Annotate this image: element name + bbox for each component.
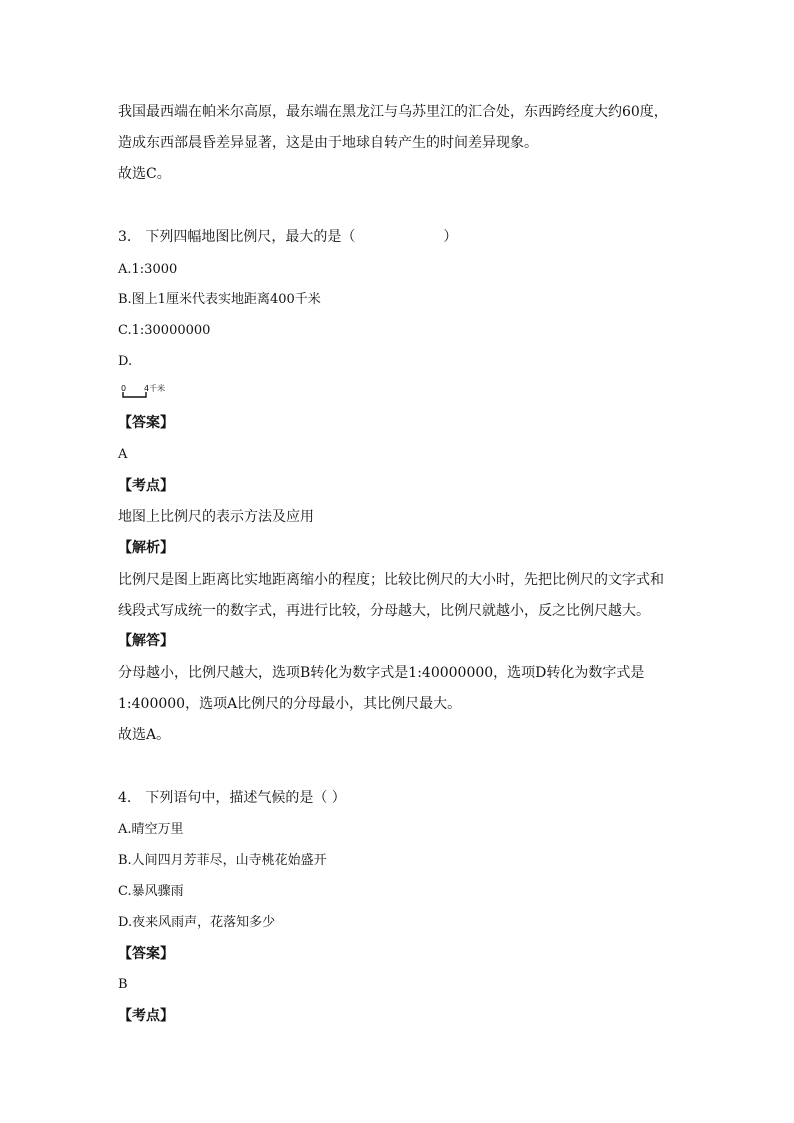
q3-analysis-heading: 【解析】 [118,540,174,556]
scale-bar-line [120,385,160,401]
q4-option-d: D.夜来风雨声，花落知多少 [118,915,276,930]
q3-solution-heading: 【解答】 [118,633,174,649]
q3-topic-heading: 【考点】 [118,478,174,494]
q3-option-a: A.1:3000 [118,262,178,277]
q3-answer-heading: 【答案】 [118,415,174,431]
q3-option-c: C.1:30000000 [118,323,211,338]
q3-conclusion: 故选A。 [118,727,171,743]
q4-option-c: C.暴风骤雨 [118,884,184,899]
q3-analysis-line-2: 线段式写成统一的数字式，再进行比较，分母越大，比例尺就越小，反之比例尺越大。 [118,603,650,619]
intro-line-2: 造成东西部晨昏差异显著，这是由于地球自转产生的时间差异现象。 [118,135,538,151]
q4-topic-heading: 【考点】 [118,1008,174,1024]
intro-line-1: 我国最西端在帕米尔高原，最东端在黑龙江与乌苏里江的汇合处，东西跨经度大约60度， [118,104,668,120]
intro-conclusion: 故选C。 [118,166,171,182]
q4-answer-heading: 【答案】 [118,946,174,962]
q3-option-d-scale-bar [120,385,180,401]
q3-topic: 地图上比例尺的表示方法及应用 [118,509,314,525]
scale-bar-end-label: 4千米 [144,384,166,393]
q4-stem: 4. 下列语句中，描述气候的是（ ） [118,790,346,806]
scale-bar-start-label: 0 [121,384,127,393]
q3-stem-text: 3. 下列四幅地图比例尺，最大的是（ [118,229,356,245]
q4-answer: B [118,977,128,992]
q4-option-b: B.人间四月芳菲尽，山寺桃花始盛开 [118,853,327,868]
q3-solution-line-2: 1:400000，选项A比例尺的分母最小，其比例尺最大。 [118,696,462,712]
q3-stem-close: ） [443,229,458,245]
q3-option-b: B.图上1厘米代表实地距离400千米 [118,292,321,307]
q3-option-d: D. [118,354,133,369]
q4-option-a: A.晴空万里 [118,822,184,837]
q3-stem [118,229,457,245]
q3-answer: A [118,447,128,462]
q3-solution-line-1: 分母越小，比例尺越大，选项B转化为数字式是1:40000000，选项D转化为数字式是 [118,665,645,681]
q3-analysis-line-1: 比例尺是图上距离比实地距离缩小的程度；比较比例尺的大小时，先把比例尺的文字式和 [118,572,664,588]
